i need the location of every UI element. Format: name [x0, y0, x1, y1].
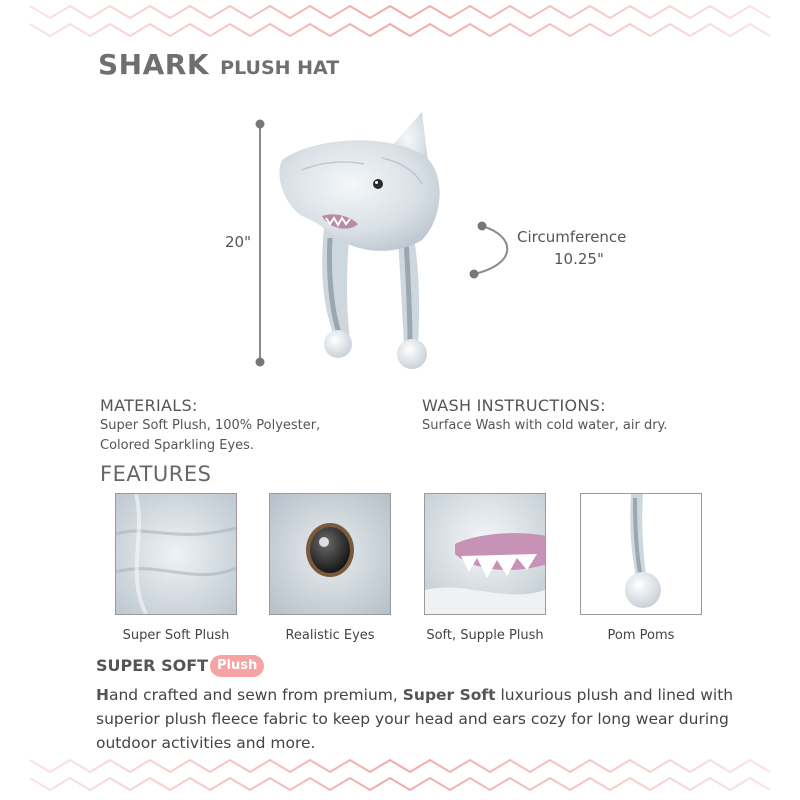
top-zigzag-decoration: [0, 0, 800, 42]
description-part-2: luxurious plush and lined with superior plush fleece fabric to keep your head and ears cozy for long wear during outdoor activities and more.: [96, 686, 734, 752]
height-dimension-line: [252, 118, 268, 368]
feature-caption-1: Super Soft Plush: [122, 628, 230, 643]
bottom-zigzag-decoration: [0, 754, 800, 796]
product-description: [96, 683, 736, 755]
feature-image-soft-plush: [115, 493, 237, 615]
title-rest: PLUSH HAT: [220, 57, 340, 79]
circumference-label: Circumference: [517, 228, 627, 246]
title-bold: SHARK: [98, 48, 210, 81]
materials-heading: MATERIALS:: [100, 396, 198, 415]
height-label: 20": [225, 233, 251, 251]
super-soft-heading: SUPER SOFT: [96, 656, 209, 675]
circumference-value: 10.25": [554, 250, 604, 268]
feature-image-eye: [269, 493, 391, 615]
feature-caption-3: Soft, Supple Plush: [426, 628, 544, 643]
feature-caption-4: Pom Poms: [607, 628, 675, 643]
wash-text: Surface Wash with cold water, air dry.: [422, 418, 668, 433]
description-bold: Super Soft: [402, 686, 496, 704]
wash-heading: WASH INSTRUCTIONS:: [422, 396, 606, 415]
plush-badge: Plush: [210, 655, 264, 677]
feature-caption-2: Realistic Eyes: [285, 628, 375, 643]
feature-image-mouth: [424, 493, 546, 615]
circumference-indicator: [466, 218, 522, 282]
description-part-1: and crafted and sewn from premium,: [108, 686, 403, 704]
shark-hat-image: [272, 108, 462, 378]
page-title: [98, 44, 339, 82]
feature-image-pom-pom: [580, 493, 702, 615]
materials-line1: Super Soft Plush, 100% Polyester,: [100, 418, 321, 433]
materials-body: [100, 416, 400, 456]
materials-line2: Colored Sparkling Eyes.: [100, 438, 255, 453]
description-lead-letter: H: [96, 686, 109, 704]
features-heading: FEATURES: [100, 462, 212, 486]
